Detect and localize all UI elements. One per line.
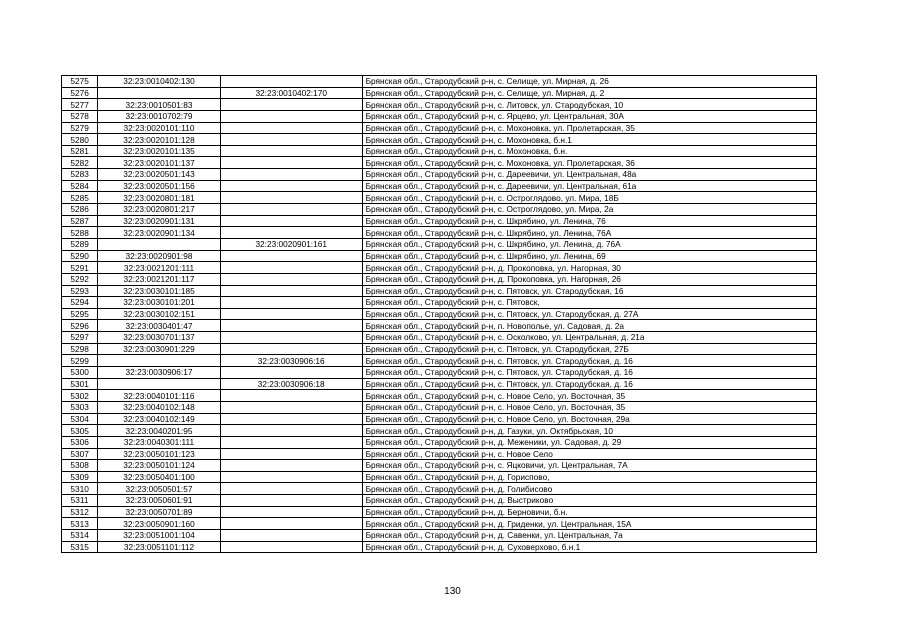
- row-number-cell: 5281: [62, 145, 98, 157]
- cadastral-number-alt-cell: [220, 448, 362, 460]
- cadastral-number-alt-cell: 32:23:0030906:16: [220, 355, 362, 367]
- cadastral-number-cell: 32:23:0020901:131: [98, 215, 221, 227]
- address-cell: Брянская обл., Стародубский р-н, с. Селище, ул. Мирная, д. 2: [362, 87, 816, 99]
- cadastral-number-alt-cell: [220, 204, 362, 216]
- table-row: [62, 134, 817, 146]
- cadastral-number-cell: 32:23:0040101:116: [98, 390, 221, 402]
- table-row: [62, 262, 817, 274]
- table-row: [62, 227, 817, 239]
- table-row: [62, 320, 817, 332]
- cadastral-number-alt-cell: [220, 122, 362, 134]
- cadastral-number-alt-cell: [220, 471, 362, 483]
- cadastral-number-cell: 32:23:0050101:123: [98, 448, 221, 460]
- row-number-cell: 5306: [62, 436, 98, 448]
- table-row: [62, 308, 817, 320]
- cadastral-number-cell: 32:23:0050401:100: [98, 471, 221, 483]
- row-number-cell: 5284: [62, 180, 98, 192]
- row-number-cell: 5288: [62, 227, 98, 239]
- table-row: [62, 460, 817, 472]
- address-cell: Брянская обл., Стародубский р-н, с. Мохоновка, ул. Пролетарская, 35: [362, 122, 816, 134]
- cadastral-number-cell: 32:23:0050101:124: [98, 460, 221, 472]
- row-number-cell: 5276: [62, 87, 98, 99]
- cadastral-number-cell: 32:23:0040201:95: [98, 425, 221, 437]
- cadastral-number-cell: 32:23:0050901:160: [98, 518, 221, 530]
- row-number-cell: 5300: [62, 367, 98, 379]
- row-number-cell: 5295: [62, 308, 98, 320]
- address-cell: Брянская обл., Стародубский р-н, с. Пятовск, ул. Стародубская, д. 16: [362, 378, 816, 390]
- row-number-cell: 5286: [62, 204, 98, 216]
- table-row: [62, 529, 817, 541]
- table-row: [62, 76, 817, 88]
- cadastral-number-cell: 32:23:0020801:217: [98, 204, 221, 216]
- cadastral-number-alt-cell: [220, 332, 362, 344]
- registry-table-body: [62, 76, 817, 553]
- cadastral-number-cell: 32:23:0010501:83: [98, 99, 221, 111]
- cadastral-number-alt-cell: [220, 110, 362, 122]
- address-cell: Брянская обл., Стародубский р-н, с. Мохоновка, б.н.1: [362, 134, 816, 146]
- address-cell: Брянская обл., Стародубский р-н, д. Меженики, ул. Садовая, д. 29: [362, 436, 816, 448]
- address-cell: Брянская обл., Стародубский р-н, с. Пятовск, ул. Стародубская, 27Б: [362, 343, 816, 355]
- registry-table: [61, 75, 817, 553]
- cadastral-number-alt-cell: [220, 227, 362, 239]
- cadastral-number-cell: [98, 355, 221, 367]
- row-number-cell: 5278: [62, 110, 98, 122]
- row-number-cell: 5309: [62, 471, 98, 483]
- cadastral-number-alt-cell: [220, 483, 362, 495]
- address-cell: Брянская обл., Стародубский р-н, с. Новое Село: [362, 448, 816, 460]
- row-number-cell: 5282: [62, 157, 98, 169]
- cadastral-number-alt-cell: [220, 76, 362, 88]
- row-number-cell: 5305: [62, 425, 98, 437]
- cadastral-number-cell: 32:23:0040102:148: [98, 401, 221, 413]
- cadastral-number-cell: [98, 238, 221, 250]
- cadastral-number-cell: [98, 378, 221, 390]
- address-cell: Брянская обл., Стародубский р-н, с. Пятовск,: [362, 297, 816, 309]
- cadastral-number-alt-cell: [220, 192, 362, 204]
- row-number-cell: 5299: [62, 355, 98, 367]
- table-row: [62, 204, 817, 216]
- row-number-cell: 5297: [62, 332, 98, 344]
- cadastral-number-alt-cell: [220, 308, 362, 320]
- row-number-cell: 5296: [62, 320, 98, 332]
- row-number-cell: 5289: [62, 238, 98, 250]
- address-cell: Брянская обл., Стародубский р-н, д. Савенки, ул. Центральная, 7а: [362, 529, 816, 541]
- row-number-cell: 5308: [62, 460, 98, 472]
- address-cell: Брянская обл., Стародубский р-н, д. Суховерхово, б.н.1: [362, 541, 816, 553]
- row-number-cell: 5277: [62, 99, 98, 111]
- address-cell: Брянская обл., Стародубский р-н, с. Мохоновка, б.н.: [362, 145, 816, 157]
- table-row: [62, 401, 817, 413]
- address-cell: Брянская обл., Стародубский р-н, д. Прокоповка, ул. Нагорная, 30: [362, 262, 816, 274]
- cadastral-number-alt-cell: [220, 495, 362, 507]
- cadastral-number-alt-cell: [220, 541, 362, 553]
- cadastral-number-cell: 32:23:0020901:134: [98, 227, 221, 239]
- cadastral-number-alt-cell: [220, 436, 362, 448]
- cadastral-number-alt-cell: [220, 297, 362, 309]
- table-row: [62, 541, 817, 553]
- cadastral-number-cell: 32:23:0020101:128: [98, 134, 221, 146]
- row-number-cell: 5310: [62, 483, 98, 495]
- row-number-cell: 5313: [62, 518, 98, 530]
- cadastral-number-alt-cell: [220, 169, 362, 181]
- cadastral-number-alt-cell: 32:23:0010402:170: [220, 87, 362, 99]
- address-cell: Брянская обл., Стародубский р-н, с. Шкрябино, ул. Ленина, 76А: [362, 227, 816, 239]
- table-row: [62, 157, 817, 169]
- table-row: [62, 471, 817, 483]
- address-cell: Брянская обл., Стародубский р-н, д. Берновичи, б.н.: [362, 506, 816, 518]
- cadastral-number-cell: 32:23:0030101:201: [98, 297, 221, 309]
- row-number-cell: 5304: [62, 413, 98, 425]
- address-cell: Брянская обл., Стародубский р-н, с. Шкрябино, ул. Ленина, д. 76А: [362, 238, 816, 250]
- cadastral-number-alt-cell: [220, 460, 362, 472]
- cadastral-number-alt-cell: [220, 180, 362, 192]
- cadastral-number-cell: 32:23:0030102:151: [98, 308, 221, 320]
- address-cell: Брянская обл., Стародубский р-н, с. Новое Село, ул. Восточная, 35: [362, 390, 816, 402]
- cadastral-number-cell: 32:23:0030401:47: [98, 320, 221, 332]
- row-number-cell: 5293: [62, 285, 98, 297]
- address-cell: Брянская обл., Стародубский р-н, с. Остроглядово, ул. Мира, 18Б: [362, 192, 816, 204]
- table-row: [62, 436, 817, 448]
- cadastral-number-cell: 32:23:0050701:89: [98, 506, 221, 518]
- row-number-cell: 5301: [62, 378, 98, 390]
- table-row: [62, 297, 817, 309]
- cadastral-number-cell: 32:23:0020901:98: [98, 250, 221, 262]
- address-cell: Брянская обл., Стародубский р-н, с. Шкрябино, ул. Ленина, 69: [362, 250, 816, 262]
- cadastral-number-cell: 32:23:0030906:17: [98, 367, 221, 379]
- row-number-cell: 5285: [62, 192, 98, 204]
- cadastral-number-alt-cell: [220, 157, 362, 169]
- cadastral-number-cell: 32:23:0040301:111: [98, 436, 221, 448]
- table-row: [62, 87, 817, 99]
- address-cell: Брянская обл., Стародубский р-н, д. Газуки, ул. Октябрьская, 10: [362, 425, 816, 437]
- table-row: [62, 238, 817, 250]
- cadastral-number-cell: 32:23:0050501:57: [98, 483, 221, 495]
- cadastral-number-alt-cell: [220, 390, 362, 402]
- address-cell: Брянская обл., Стародубский р-н, с. Мохоновка, ул. Пролетарская, 36: [362, 157, 816, 169]
- cadastral-number-alt-cell: [220, 134, 362, 146]
- row-number-cell: 5302: [62, 390, 98, 402]
- table-row: [62, 355, 817, 367]
- table-row: [62, 506, 817, 518]
- address-cell: Брянская обл., Стародубский р-н, д. Голибисово: [362, 483, 816, 495]
- cadastral-number-alt-cell: [220, 320, 362, 332]
- cadastral-number-cell: 32:23:0020501:143: [98, 169, 221, 181]
- row-number-cell: 5280: [62, 134, 98, 146]
- table-row: [62, 110, 817, 122]
- cadastral-number-alt-cell: [220, 215, 362, 227]
- table-row: [62, 413, 817, 425]
- row-number-cell: 5275: [62, 76, 98, 88]
- address-cell: Брянская обл., Стародубский р-н, д. Гриденки, ул. Центральная, 15А: [362, 518, 816, 530]
- row-number-cell: 5311: [62, 495, 98, 507]
- address-cell: Брянская обл., Стародубский р-н, с. Шкрябино, ул. Ленина, 76: [362, 215, 816, 227]
- cadastral-number-alt-cell: [220, 506, 362, 518]
- address-cell: Брянская обл., Стародубский р-н, с. Пятовск, ул. Стародубская, д. 16: [362, 355, 816, 367]
- table-row: [62, 215, 817, 227]
- cadastral-number-cell: 32:23:0040102:149: [98, 413, 221, 425]
- table-row: [62, 273, 817, 285]
- table-row: [62, 495, 817, 507]
- address-cell: Брянская обл., Стародубский р-н, с. Остроглядово, ул. Мира, 2а: [362, 204, 816, 216]
- address-cell: Брянская обл., Стародубский р-н, с. Ярцево, ул. Центральная, 30А: [362, 110, 816, 122]
- row-number-cell: 5298: [62, 343, 98, 355]
- cadastral-number-cell: 32:23:0020801:181: [98, 192, 221, 204]
- address-cell: Брянская обл., Стародубский р-н, с. Пятовск, ул. Стародубская, д. 16: [362, 367, 816, 379]
- address-cell: Брянская обл., Стародубский р-н, с. Литовск, ул. Стародубская, 10: [362, 99, 816, 111]
- cadastral-number-alt-cell: [220, 367, 362, 379]
- row-number-cell: 5312: [62, 506, 98, 518]
- cadastral-number-cell: 32:23:0010702:79: [98, 110, 221, 122]
- cadastral-number-cell: 32:23:0030901:229: [98, 343, 221, 355]
- cadastral-number-alt-cell: [220, 401, 362, 413]
- table-row: [62, 390, 817, 402]
- row-number-cell: 5287: [62, 215, 98, 227]
- table-row: [62, 448, 817, 460]
- cadastral-number-cell: 32:23:0020501:156: [98, 180, 221, 192]
- cadastral-number-cell: [98, 87, 221, 99]
- row-number-cell: 5314: [62, 529, 98, 541]
- row-number-cell: 5283: [62, 169, 98, 181]
- cadastral-number-alt-cell: [220, 250, 362, 262]
- address-cell: Брянская обл., Стародубский р-н, с. Пятовск, ул. Стародубская, 16: [362, 285, 816, 297]
- cadastral-number-alt-cell: [220, 262, 362, 274]
- cadastral-number-cell: 32:23:0021201:117: [98, 273, 221, 285]
- cadastral-number-alt-cell: 32:23:0030906:18: [220, 378, 362, 390]
- address-cell: Брянская обл., Стародубский р-н, с. Яцковичи, ул. Центральная, 7А: [362, 460, 816, 472]
- row-number-cell: 5303: [62, 401, 98, 413]
- cadastral-number-cell: 32:23:0020101:110: [98, 122, 221, 134]
- cadastral-number-alt-cell: [220, 518, 362, 530]
- table-row: [62, 180, 817, 192]
- cadastral-number-alt-cell: [220, 273, 362, 285]
- row-number-cell: 5291: [62, 262, 98, 274]
- cadastral-number-cell: 32:23:0020101:137: [98, 157, 221, 169]
- table-row: [62, 483, 817, 495]
- address-cell: Брянская обл., Стародубский р-н, с. Селище, ул. Мирная, д. 26: [362, 76, 816, 88]
- address-cell: Брянская обл., Стародубский р-н, д. Прокоповка, ул. Нагорная, 26: [362, 273, 816, 285]
- address-cell: Брянская обл., Стародубский р-н, с. Дареевичи, ул. Центральная, 48а: [362, 169, 816, 181]
- address-cell: Брянская обл., Стародубский р-н, с. Пятовск, ул. Стародубская, д. 27А: [362, 308, 816, 320]
- cadastral-number-cell: 32:23:0020101:135: [98, 145, 221, 157]
- table-row: [62, 518, 817, 530]
- cadastral-number-alt-cell: [220, 145, 362, 157]
- table-row: [62, 145, 817, 157]
- address-cell: Брянская обл., Стародубский р-н, с. Новое Село, ул. Восточная, 29а: [362, 413, 816, 425]
- table-row: [62, 425, 817, 437]
- cadastral-number-cell: 32:23:0010402:130: [98, 76, 221, 88]
- table-row: [62, 343, 817, 355]
- row-number-cell: 5307: [62, 448, 98, 460]
- row-number-cell: 5292: [62, 273, 98, 285]
- cadastral-number-cell: 32:23:0021201:111: [98, 262, 221, 274]
- cadastral-number-cell: 32:23:0051001:104: [98, 529, 221, 541]
- cadastral-number-alt-cell: [220, 285, 362, 297]
- table-row: [62, 285, 817, 297]
- cadastral-number-alt-cell: [220, 529, 362, 541]
- table-row: [62, 122, 817, 134]
- table-row: [62, 99, 817, 111]
- address-cell: Брянская обл., Стародубский р-н, с. Дареевичи, ул. Центральная, 61а: [362, 180, 816, 192]
- cadastral-number-cell: 32:23:0050601:91: [98, 495, 221, 507]
- cadastral-number-alt-cell: [220, 99, 362, 111]
- cadastral-number-alt-cell: [220, 425, 362, 437]
- cadastral-number-cell: 32:23:0051101:112: [98, 541, 221, 553]
- address-cell: Брянская обл., Стародубский р-н, п. Новополье, ул. Садовая, д. 2а: [362, 320, 816, 332]
- page-number: 130: [444, 586, 461, 597]
- row-number-cell: 5279: [62, 122, 98, 134]
- cadastral-number-alt-cell: [220, 343, 362, 355]
- address-cell: Брянская обл., Стародубский р-н, д. Выстриково: [362, 495, 816, 507]
- address-cell: Брянская обл., Стародубский р-н, с. Новое Село, ул. Восточная, 35: [362, 401, 816, 413]
- address-cell: Брянская обл., Стародубский р-н, д. Гориспово,: [362, 471, 816, 483]
- table-row: [62, 250, 817, 262]
- table-row: [62, 192, 817, 204]
- row-number-cell: 5290: [62, 250, 98, 262]
- table-row: [62, 378, 817, 390]
- address-cell: Брянская обл., Стародубский р-н, с. Осколково, ул. Центральная, д. 21а: [362, 332, 816, 344]
- cadastral-number-alt-cell: [220, 413, 362, 425]
- row-number-cell: 5294: [62, 297, 98, 309]
- row-number-cell: 5315: [62, 541, 98, 553]
- table-row: [62, 169, 817, 181]
- cadastral-number-alt-cell: 32:23:0020901:161: [220, 238, 362, 250]
- table-row: [62, 367, 817, 379]
- table-row: [62, 332, 817, 344]
- cadastral-number-cell: 32:23:0030101:185: [98, 285, 221, 297]
- cadastral-number-cell: 32:23:0030701:137: [98, 332, 221, 344]
